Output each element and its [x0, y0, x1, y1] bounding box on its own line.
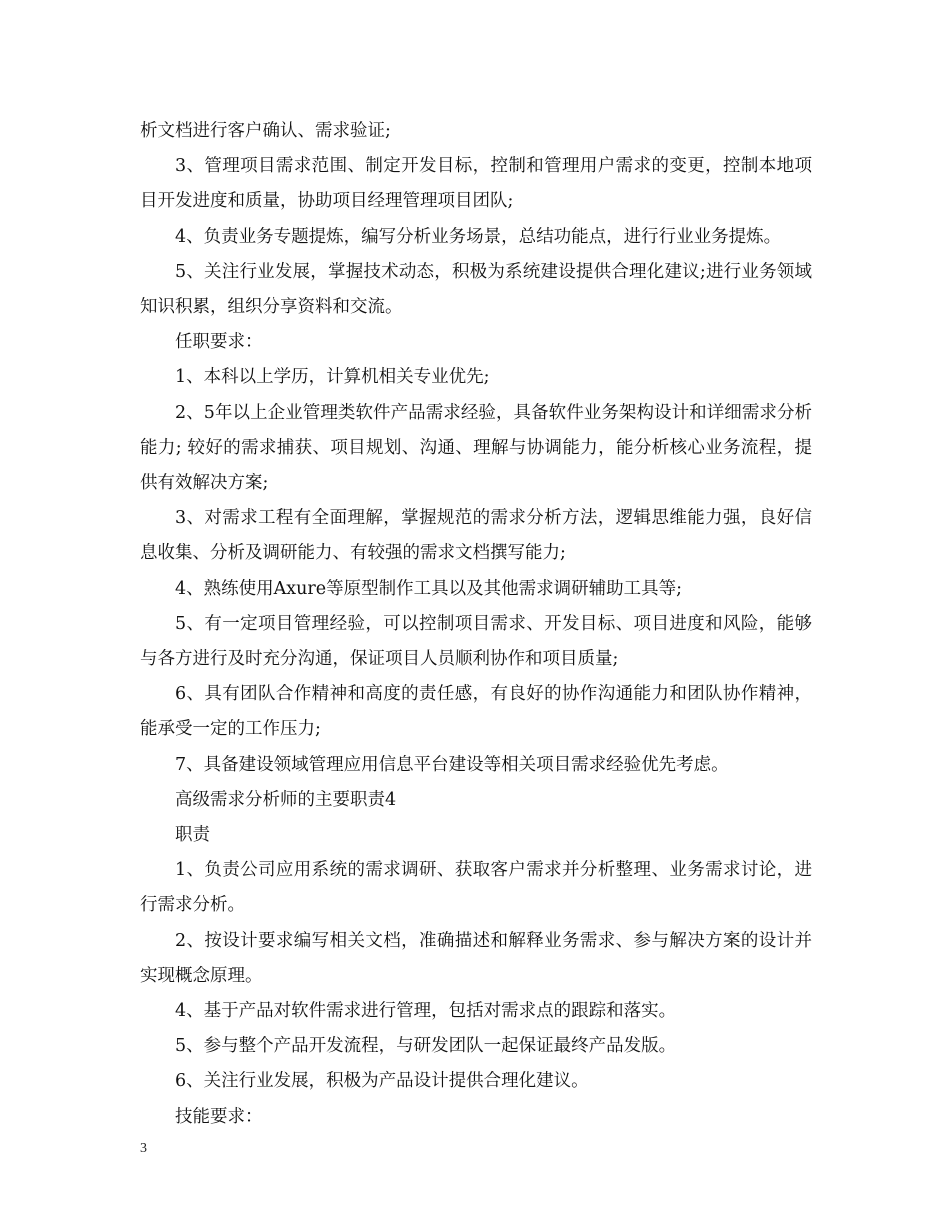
section-heading: 技能要求：: [175, 1106, 263, 1127]
paragraph: 析文档进行客户确认、需求验证;: [140, 121, 391, 141]
paragraph: 4、负责业务专题提炼，编写分析业务场景，总结功能点，进行行业业务提炼。: [175, 226, 782, 247]
document-body: [140, 114, 812, 1135]
section-title: 高级需求分析师的主要职责4: [175, 789, 397, 810]
section-heading: 职责: [175, 825, 210, 846]
paragraph: 4、基于产品对软件需求进行管理，包括对需求点的跟踪和落实。: [175, 1001, 677, 1022]
paragraph: 1、本科以上学历，计算机相关专业优先;: [175, 367, 490, 388]
paragraph: 2、5年以上企业管理类软件产品需求经验，具备软件业务架构设计和详细需求分析能力; 较好的需求捕获、项目规划、沟通、理解与协调能力，能分析核心业务流程，提供有效解决方案;: [140, 402, 812, 494]
paragraph: 5、关注行业发展，掌握技术动态，积极为系统建设提供合理化建议;进行业务领域知识积累，组织分享资料和交流。: [140, 261, 812, 318]
paragraph: 1、负责公司应用系统的需求调研、获取客户需求并分析整理、业务需求讨论，进行需求分析。: [140, 860, 812, 916]
paragraph: 7、具备建设领域管理应用信息平台建设等相关项目需求经验优先考虑。: [175, 754, 729, 775]
paragraph: 6、关注行业发展，积极为产品设计提供合理化建议。: [175, 1071, 589, 1092]
paragraph: 3、对需求工程有全面理解，掌握规范的需求分析方法，逻辑思维能力强，良好信息收集、分析及调研能力、有较强的需求文档撰写能力;: [140, 508, 812, 564]
paragraph: 4、熟练使用Axure等原型制作工具以及其他需求调研辅助工具等;: [175, 578, 683, 599]
paragraph: 6、具有团队合作精神和高度的责任感，有良好的协作沟通能力和团队协作精神，能承受一定的工作压力;: [140, 684, 812, 740]
page-number: 3: [140, 1141, 147, 1156]
paragraph: 3、管理项目需求范围、制定开发目标，控制和管理用户需求的变更，控制本地项目开发进度和质量，协助项目经理管理项目团队;: [140, 156, 812, 212]
paragraph: 2、按设计要求编写相关文档，准确描述和解释业务需求、参与解决方案的设计并实现概念原理。: [140, 930, 812, 986]
section-heading: 任职要求：: [175, 332, 263, 353]
paragraph: 5、有一定项目管理经验，可以控制项目需求、开发目标、项目进度和风险，能够与各方进行及时充分沟通，保证项目人员顺利协作和项目质量;: [140, 613, 812, 670]
paragraph: 5、参与整个产品开发流程，与研发团队一起保证最终产品发版。: [175, 1036, 677, 1057]
